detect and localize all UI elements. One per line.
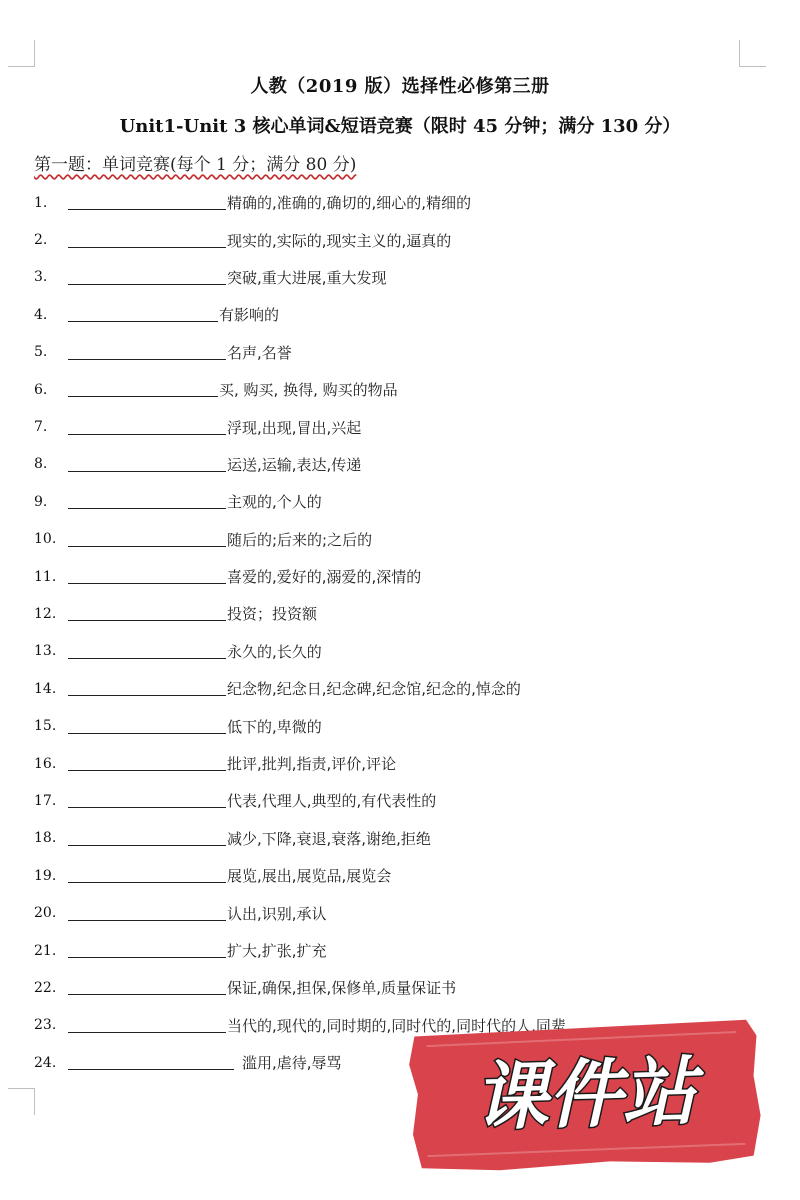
chinese-meaning: 突破,重大进展,重大发现 (227, 268, 387, 287)
item-number: 23. (34, 1017, 57, 1034)
item-number: 1. (34, 194, 48, 211)
answer-blank[interactable] (68, 532, 226, 547)
item-number: 4. (34, 306, 48, 323)
item-number: 15. (34, 718, 57, 735)
margin-corner-mark (8, 1088, 35, 1115)
watermark-stamp-graphic (406, 1015, 764, 1174)
answer-blank[interactable] (68, 1055, 234, 1070)
vocab-item (34, 857, 774, 894)
margin-corner-mark (739, 40, 766, 67)
answer-blank[interactable] (68, 943, 226, 958)
chinese-meaning: 运送,运输,表达,传递 (227, 455, 362, 474)
chinese-meaning: 当代的,现代的,同时期的,同时代的,同时代的人,同辈 (227, 1016, 566, 1035)
item-number: 12. (34, 605, 57, 622)
vocab-item (34, 334, 774, 371)
answer-blank[interactable] (68, 307, 218, 322)
answer-blank[interactable] (68, 681, 226, 696)
answer-blank[interactable] (68, 382, 218, 397)
item-number: 5. (34, 344, 48, 361)
answer-blank[interactable] (68, 270, 226, 285)
item-number: 22. (34, 979, 57, 996)
chinese-meaning: 有影响的 (219, 306, 280, 325)
vocab-item (34, 707, 774, 744)
chinese-meaning: 精确的,准确的,确切的,细心的,精细的 (227, 194, 472, 213)
answer-blank[interactable] (68, 420, 226, 435)
vocab-item (34, 745, 774, 782)
item-number: 21. (34, 942, 57, 959)
chinese-meaning: 浮现,出现,冒出,兴起 (227, 418, 362, 437)
item-number: 3. (34, 269, 48, 286)
item-number: 20. (34, 905, 57, 922)
answer-blank[interactable] (68, 644, 226, 659)
vocab-item (34, 483, 774, 520)
vocab-item (34, 371, 774, 408)
chinese-meaning: 认出,识别,承认 (227, 904, 327, 923)
chinese-meaning: 低下的,卑微的 (227, 717, 322, 736)
vocab-item (34, 969, 774, 1006)
chinese-meaning: 保证,确保,担保,保修单,质量保证书 (227, 979, 457, 998)
item-number: 10. (34, 531, 57, 548)
margin-corner-mark (8, 40, 35, 67)
chinese-meaning: 扩大,扩张,扩充 (227, 942, 327, 960)
answer-blank[interactable] (68, 569, 226, 584)
chinese-meaning: 喜爱的,爱好的,溺爱的,深情的 (227, 568, 422, 587)
item-number: 2. (34, 232, 48, 249)
chinese-meaning: 永久的,长久的 (227, 642, 322, 661)
answer-blank[interactable] (68, 233, 226, 248)
chinese-meaning: 投资；投资额 (227, 605, 318, 624)
item-number: 7. (34, 419, 48, 436)
vocabulary-list (34, 184, 774, 1081)
vocab-item (34, 633, 774, 670)
item-number: 19. (34, 867, 57, 884)
item-number: 6. (34, 381, 48, 398)
answer-blank[interactable] (68, 906, 226, 921)
answer-blank[interactable] (68, 1018, 226, 1033)
vocab-item (34, 820, 774, 857)
chinese-meaning: 展览,展出,展览品,展览会 (227, 867, 392, 886)
vocab-item (34, 259, 774, 296)
vocab-item (34, 296, 774, 333)
answer-blank[interactable] (68, 756, 226, 771)
item-number: 18. (34, 830, 57, 847)
answer-blank[interactable] (68, 195, 226, 210)
chinese-meaning: 现实的,实际的,现实主义的,逼真的 (227, 231, 452, 250)
vocab-item (34, 446, 774, 483)
item-number: 13. (34, 643, 57, 660)
vocab-item (34, 221, 774, 258)
answer-blank[interactable] (68, 868, 226, 883)
document-subtitle: Unit1-Unit 3 核心单词&短语竞赛（限时 45 分钟；满分 130 分） (119, 116, 681, 137)
answer-blank[interactable] (68, 457, 226, 472)
vocab-item (34, 782, 774, 819)
answer-blank[interactable] (68, 793, 226, 808)
item-number: 24. (34, 1054, 57, 1071)
section-heading: 第一题：单词竞赛(每个 1 分；满分 80 分) (34, 155, 357, 175)
item-number: 9. (34, 493, 48, 510)
chinese-meaning: 名声,名誉 (227, 343, 292, 362)
document-title: 人教（2019 版）选择性必修第三册 (250, 76, 550, 97)
answer-blank[interactable] (68, 831, 226, 846)
chinese-meaning: 买, 购买, 换得, 购买的物品 (219, 381, 398, 400)
vocab-item (34, 521, 774, 558)
chinese-meaning: 滥用,虐待,辱骂 (242, 1054, 342, 1073)
vocab-item (34, 184, 774, 221)
watermark-stamp (406, 1015, 764, 1174)
answer-blank[interactable] (68, 980, 226, 995)
vocab-item (34, 932, 774, 969)
vocab-item (34, 558, 774, 595)
item-number: 16. (34, 755, 57, 772)
item-number: 17. (34, 792, 57, 809)
chinese-meaning: 主观的,个人的 (227, 493, 322, 512)
item-number: 8. (34, 456, 48, 473)
chinese-meaning: 纪念物,纪念日,纪念碑,纪念馆,纪念的,悼念的 (227, 680, 521, 699)
chinese-meaning: 随后的;后来的;之后的 (227, 530, 373, 549)
chinese-meaning: 减少,下降,衰退,衰落,谢绝,拒绝 (227, 829, 431, 848)
item-number: 14. (34, 680, 57, 697)
answer-blank[interactable] (68, 345, 226, 360)
answer-blank[interactable] (68, 606, 226, 621)
watermark-text: 课件站 (472, 1049, 698, 1141)
answer-blank[interactable] (68, 719, 226, 734)
chinese-meaning: 批评,批判,指责,评价,评论 (227, 755, 397, 774)
item-number: 11. (34, 568, 57, 585)
vocab-item (34, 670, 774, 707)
vocab-item (34, 894, 774, 931)
chinese-meaning: 代表,代理人,典型的,有代表性的 (227, 792, 437, 811)
vocab-item (34, 595, 774, 632)
answer-blank[interactable] (68, 494, 226, 509)
vocab-item (34, 408, 774, 445)
